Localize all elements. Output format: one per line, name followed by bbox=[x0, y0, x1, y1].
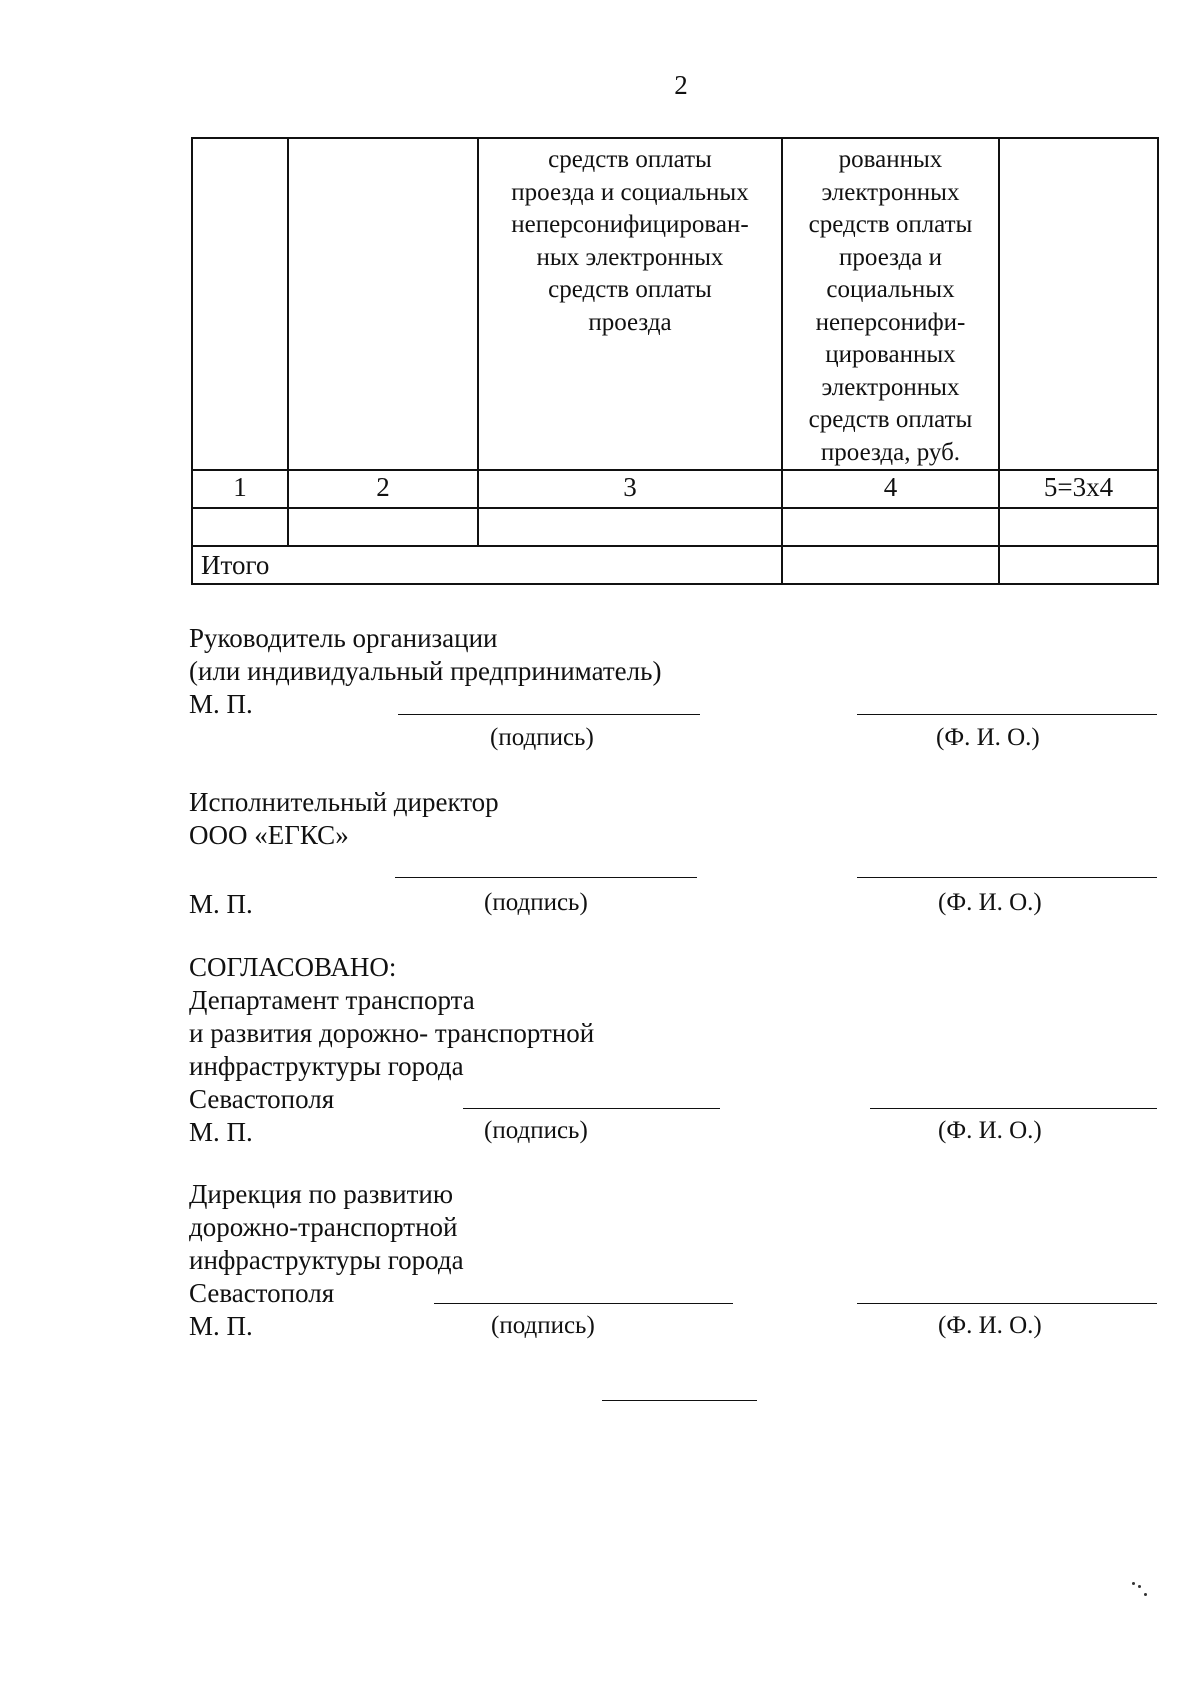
block-line: Руководитель организации bbox=[189, 623, 498, 653]
block-line: инфраструктуры города bbox=[189, 1245, 464, 1275]
block-line: дорожно-транспортной bbox=[189, 1212, 458, 1242]
table-cell bbox=[478, 508, 782, 546]
signature-caption: (подпись) bbox=[484, 1117, 588, 1144]
column-number-row bbox=[192, 470, 1158, 508]
block-line: (или индивидуальный предприниматель) bbox=[189, 656, 662, 686]
signature-caption: (подпись) bbox=[484, 889, 588, 916]
block-line: Дирекция по развитию bbox=[189, 1179, 454, 1209]
header-col4-line: электронных bbox=[821, 178, 960, 206]
mp-label: М. П. bbox=[189, 689, 253, 719]
header-col4-line: средств оплаты bbox=[808, 406, 973, 433]
mp-label: М. П. bbox=[189, 1117, 253, 1147]
table-cell bbox=[999, 508, 1158, 546]
signature-line bbox=[398, 714, 700, 715]
signature-caption: (подпись) bbox=[490, 724, 594, 751]
page-number: 2 bbox=[674, 70, 688, 100]
header-cell-1 bbox=[192, 138, 288, 470]
agreed-heading: СОГЛАСОВАНО: bbox=[189, 952, 397, 982]
signature-line bbox=[463, 1108, 720, 1109]
total-label: Итого bbox=[192, 546, 782, 584]
table-cell bbox=[192, 508, 288, 546]
header-col4-line: цированных bbox=[825, 341, 956, 368]
header-col3-line: ных электронных bbox=[536, 243, 724, 271]
header-col4-line: социальных bbox=[826, 276, 955, 303]
header-col3-line: средств оплаты bbox=[548, 276, 712, 303]
scan-speck bbox=[1132, 1582, 1135, 1585]
payment-table bbox=[191, 137, 1159, 585]
column-number: 1 bbox=[192, 470, 288, 508]
name-caption: (Ф. И. О.) bbox=[938, 889, 1042, 916]
name-line bbox=[870, 1108, 1157, 1109]
column-number: 3 bbox=[478, 470, 782, 508]
table-header-row bbox=[192, 138, 1158, 470]
header-col3-line: средств оплаты bbox=[548, 146, 712, 173]
document-end-line bbox=[602, 1400, 757, 1401]
column-number: 2 bbox=[288, 470, 478, 508]
block-line: инфраструктуры города bbox=[189, 1051, 464, 1081]
header-col4-line: проезда и bbox=[839, 243, 942, 271]
header-col4-line: неперсонифи- bbox=[815, 308, 966, 336]
signature-line bbox=[395, 877, 697, 878]
name-line bbox=[857, 714, 1157, 715]
block-line: Севастополя bbox=[189, 1084, 335, 1114]
block-line: и развития дорожно- транспортной bbox=[189, 1018, 595, 1048]
block-line: ООО «ЕГКС» bbox=[189, 820, 349, 850]
scan-speck bbox=[1138, 1585, 1141, 1588]
table-cell bbox=[782, 508, 999, 546]
column-number: 5=3х4 bbox=[999, 470, 1158, 508]
table-cell bbox=[288, 508, 478, 546]
name-caption: (Ф. И. О.) bbox=[936, 724, 1040, 751]
header-col4-line: рованных bbox=[838, 146, 943, 173]
total-cell bbox=[999, 546, 1158, 584]
signature-caption: (подпись) bbox=[491, 1312, 595, 1339]
header-cell-5 bbox=[999, 138, 1158, 470]
header-col4-line: проезда, руб. bbox=[820, 438, 961, 466]
header-col3-line: проезда и социальных bbox=[511, 178, 749, 206]
block-line: Департамент транспорта bbox=[189, 985, 475, 1015]
total-row bbox=[192, 546, 1158, 584]
total-cell bbox=[782, 546, 999, 584]
signature-line bbox=[434, 1303, 733, 1304]
name-line bbox=[857, 1303, 1157, 1304]
name-caption: (Ф. И. О.) bbox=[938, 1312, 1042, 1339]
header-col3-line: неперсонифицирован- bbox=[511, 211, 749, 238]
header-cell-3 bbox=[478, 138, 782, 470]
mp-label: М. П. bbox=[189, 889, 253, 919]
scan-speck bbox=[1144, 1593, 1147, 1596]
header-col4-line: средств оплаты bbox=[808, 211, 973, 238]
column-number: 4 bbox=[782, 470, 999, 508]
table-row bbox=[192, 508, 1158, 546]
header-col4-line: электронных bbox=[821, 373, 960, 401]
name-line bbox=[857, 877, 1157, 878]
mp-label: М. П. bbox=[189, 1311, 253, 1341]
block-line: Севастополя bbox=[189, 1278, 335, 1308]
block-line: Исполнительный директор bbox=[189, 787, 499, 817]
header-col3-line: проезда bbox=[588, 308, 672, 336]
header-cell-4 bbox=[782, 138, 999, 470]
name-caption: (Ф. И. О.) bbox=[938, 1117, 1042, 1144]
header-cell-2 bbox=[288, 138, 478, 470]
